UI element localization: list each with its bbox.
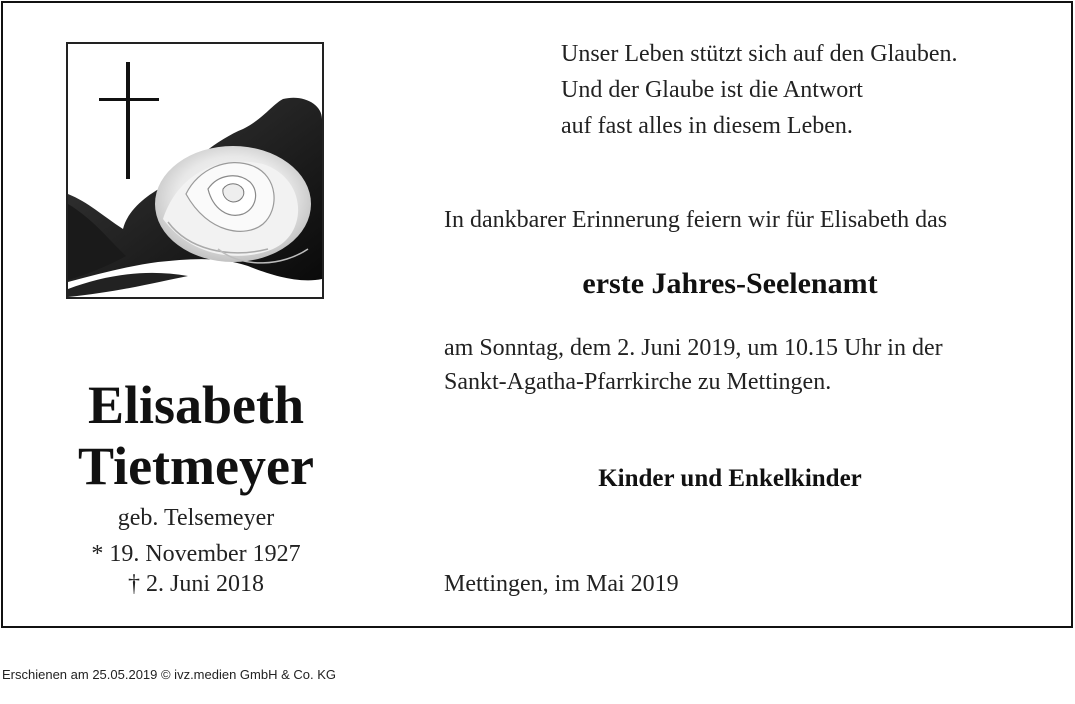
quote — [561, 36, 958, 144]
death-date: † 2. Juni 2018 — [127, 571, 264, 597]
quote-line: auf fast alles in diesem Leben. — [561, 113, 853, 139]
birth-date: * 19. November 1927 — [91, 541, 301, 567]
memorial-photo — [66, 42, 324, 299]
publication-footer: Erschienen am 25.05.2019 © ivz.medien GmbH & Co. KG — [2, 667, 337, 682]
place-date: Mettingen, im Mai 2019 — [444, 571, 679, 597]
service-title: erste Jahres-Seelenamt — [582, 267, 878, 300]
details-line: am Sonntag, dem 2. Juni 2019, um 10.15 Uhr in der — [444, 335, 943, 361]
deceased-last-name: Tietmeyer — [78, 436, 314, 496]
intro-text: In dankbarer Erinnerung feiern wir für Elisabeth das — [444, 207, 948, 233]
quote-line: Und der Glaube ist die Antwort — [561, 77, 863, 103]
quote-line: Unser Leben stützt sich auf den Glauben. — [561, 41, 958, 67]
born-name: geb. Telsemeyer — [117, 505, 275, 531]
details-line: Sankt-Agatha-Pfarrkirche zu Mettingen. — [444, 369, 832, 395]
service-details — [444, 331, 943, 399]
signature: Kinder und Enkelkinder — [598, 465, 862, 492]
deceased-first-name: Elisabeth — [87, 375, 305, 435]
obituary-card — [1, 1, 1073, 628]
